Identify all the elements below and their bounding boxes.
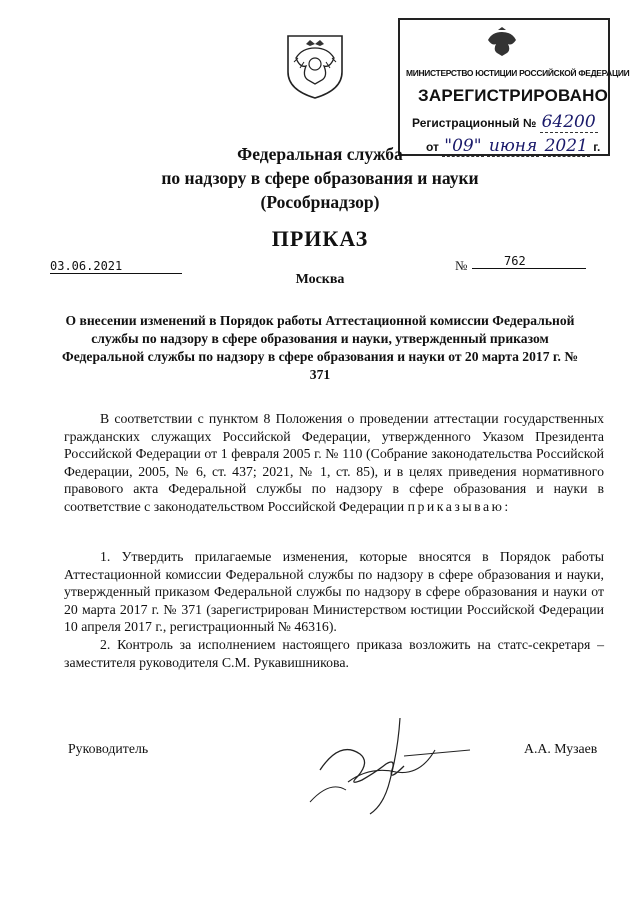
preamble-paragraph (64, 410, 604, 516)
order-number-label: № (455, 258, 468, 273)
agency-short-name: (Рособрнадзор) (260, 192, 380, 212)
order-command: приказываю: (407, 498, 511, 514)
signer-name: А.А. Музаев (524, 741, 598, 756)
state-emblem-icon (282, 28, 348, 100)
registration-stamp (398, 18, 630, 156)
agency-name-line2: по надзору в сфере образования и науки (161, 168, 479, 188)
stamp-date-suffix: г. (593, 140, 601, 154)
order-item-2: 2. Контроль за исполнением настоящего приказа возложить на статс-секретаря – заместителя руководителя С.М. Рукавишникова. (64, 637, 604, 670)
stamp-date-day: "09" (444, 136, 482, 156)
stamp-status: ЗАРЕГИСТРИРОВАНО (418, 86, 609, 105)
order-item-1: 1. Утвердить прилагаемые изменения, которые вносятся в Порядок работы Аттестационной комиссии Федеральной службы по надзору в сфере образования и науки, утвержденный приказом Федеральной службы по надзору в сфере образования и науки от 20 марта 2017 г. № 371 (зарегистрирован Министерством юстиции Российской Федерации 10 апреля 2017 г., регистрационный № 46316). (64, 549, 604, 635)
stamp-reg-line (412, 112, 598, 132)
stamp-date-year: 2021 (544, 136, 588, 156)
document-type: ПРИКАЗ (271, 226, 369, 251)
stamp-ministry: МИНИСТЕРСТВО ЮСТИЦИИ РОССИЙСКОЙ ФЕДЕРАЦИИ (406, 68, 630, 78)
stamp-reg-number: 64200 (541, 112, 596, 132)
stamp-date-month: июня (488, 136, 538, 156)
agency-name-line1: Федеральная служба (237, 144, 403, 164)
order-number: 762 (472, 254, 586, 269)
stamp-date-prefix: от (426, 140, 439, 154)
handwritten-signature (300, 710, 475, 820)
stamp-reg-label: Регистрационный № (412, 116, 537, 130)
signer-position: Руководитель (68, 741, 149, 756)
stamp-emblem-icon (484, 26, 520, 60)
preamble-text: В соответствии с пунктом 8 Положения о проведении аттестации государственных гражданских служащих Российской Федерации, утвержденного Указом Президента Российской Федерации от 1 февраля 2005 г. № 110 (Собрание законодательства Российской Федерации, 2005, № 6, ст. 437; 2021, № 1, ст. 85), и в целях приведения нормативного правового акта Федеральной службы по надзору в сфере образования и науки в соответствие с законодательством Российской Федерации (64, 411, 604, 514)
order-city: Москва (295, 272, 345, 287)
order-subject: О внесении изменений в Порядок работы Аттестационной комиссии Федеральной службы по надзору в сфере образования и науки, утвержденный приказом Федеральной службы по надзору в сфере образования и науки от 20 марта 2017 г. № 371 (62, 313, 578, 382)
order-date: 03.06.2021 (50, 259, 182, 274)
